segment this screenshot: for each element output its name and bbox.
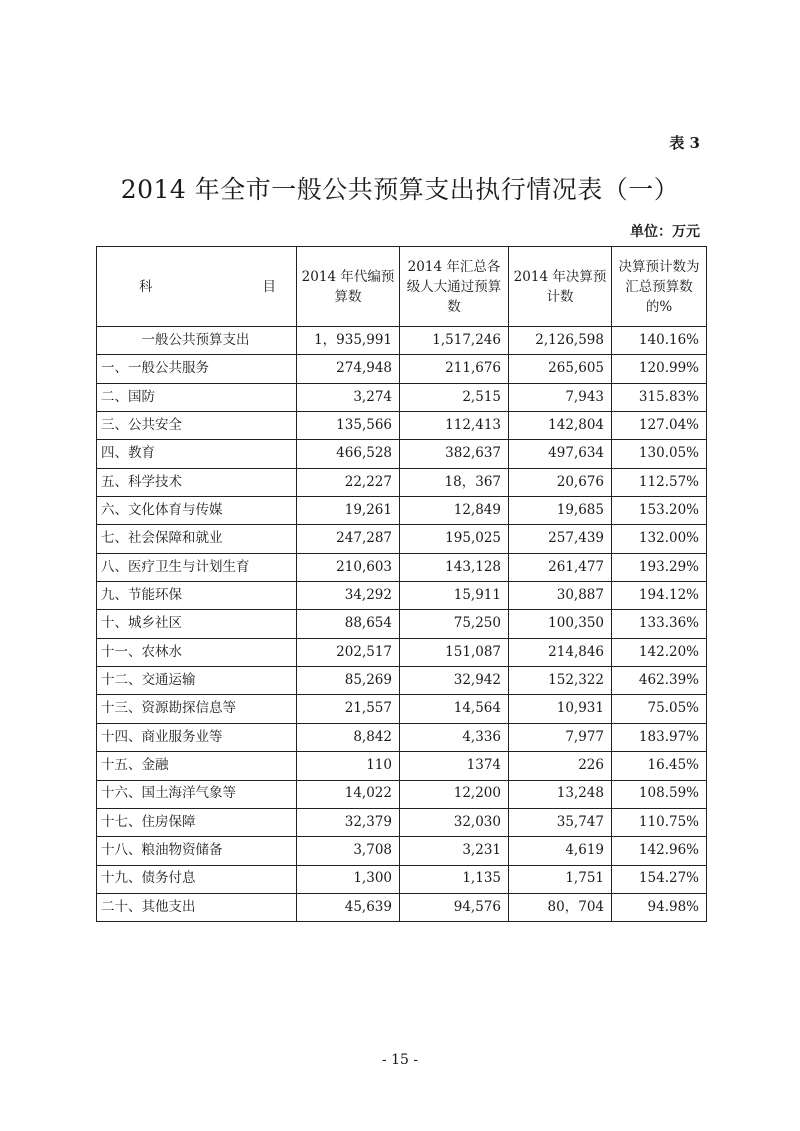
row-col3: 7,943: [509, 383, 612, 411]
table-row: [97, 865, 707, 893]
row-col2: 12,200: [400, 780, 509, 808]
row-name: 二、国防: [97, 383, 297, 411]
row-name: 十三、资源勘探信息等: [97, 695, 297, 723]
table-row: [97, 752, 707, 780]
row-col4: 142.20%: [612, 638, 707, 666]
table-row: [97, 837, 707, 865]
row-name: 十八、粮油物资储备: [97, 837, 297, 865]
total-col1: 1，935,991: [297, 327, 400, 355]
row-col1: 14,022: [297, 780, 400, 808]
header-subject: [97, 247, 297, 327]
row-col1: 19,261: [297, 497, 400, 525]
row-col1: 45,639: [297, 893, 400, 921]
row-name: 十四、商业服务业等: [97, 723, 297, 751]
row-col2: 94,576: [400, 893, 509, 921]
row-col2: 211,676: [400, 355, 509, 383]
row-col4: 153.20%: [612, 497, 707, 525]
row-col2: 4,336: [400, 723, 509, 751]
row-col4: 127.04%: [612, 412, 707, 440]
table-row: [97, 695, 707, 723]
row-name: 十六、国土海洋气象等: [97, 780, 297, 808]
header-col1: 2014 年代编预算数: [297, 247, 400, 327]
row-col3: 20,676: [509, 468, 612, 496]
page-number: - 15 -: [381, 1052, 419, 1068]
row-col1: 8,842: [297, 723, 400, 751]
table-row: [97, 355, 707, 383]
row-name: 十二、交通运输: [97, 667, 297, 695]
row-col3: 261,477: [509, 553, 612, 581]
row-col4: 142.96%: [612, 837, 707, 865]
row-col1: 1,300: [297, 865, 400, 893]
row-name: 一、一般公共服务: [97, 355, 297, 383]
document-title: 2014 年全市一般公共预算支出执行情况表（一）: [120, 175, 680, 204]
row-col1: 3,274: [297, 383, 400, 411]
row-col2: 195,025: [400, 525, 509, 553]
row-col1: 210,603: [297, 553, 400, 581]
table-row: [97, 723, 707, 751]
table-row: [97, 497, 707, 525]
row-col3: 19,685: [509, 497, 612, 525]
table-row: [97, 440, 707, 468]
row-col1: 247,287: [297, 525, 400, 553]
row-col2: 75,250: [400, 610, 509, 638]
row-col2: 2,515: [400, 383, 509, 411]
row-col3: 4,619: [509, 837, 612, 865]
table-label: 表 3: [669, 134, 700, 152]
row-col1: 85,269: [297, 667, 400, 695]
row-col4: 16.45%: [612, 752, 707, 780]
row-name: 二十、其他支出: [97, 893, 297, 921]
row-col4: 132.00%: [612, 525, 707, 553]
table-row: [97, 525, 707, 553]
row-name: 十五、金融: [97, 752, 297, 780]
row-name: 八、医疗卫生与计划生育: [97, 553, 297, 581]
row-col2: 15,911: [400, 582, 509, 610]
header-col2: 2014 年汇总各级人大通过预算数: [400, 247, 509, 327]
row-col2: 18，367: [400, 468, 509, 496]
row-col4: 194.12%: [612, 582, 707, 610]
row-col1: 466,528: [297, 440, 400, 468]
row-col2: 1,135: [400, 865, 509, 893]
table-row: [97, 412, 707, 440]
row-col4: 75.05%: [612, 695, 707, 723]
row-col2: 143,128: [400, 553, 509, 581]
row-col4: 462.39%: [612, 667, 707, 695]
row-col2: 382,637: [400, 440, 509, 468]
row-col3: 10,931: [509, 695, 612, 723]
row-col3: 142,804: [509, 412, 612, 440]
total-col2: 1,517,246: [400, 327, 509, 355]
row-col2: 3,231: [400, 837, 509, 865]
row-col3: 226: [509, 752, 612, 780]
row-col4: 183.97%: [612, 723, 707, 751]
table-header-row: [97, 247, 707, 327]
row-col1: 88,654: [297, 610, 400, 638]
header-subject-left: 科: [139, 278, 153, 295]
row-name: 七、社会保障和就业: [97, 525, 297, 553]
header-col3: 2014 年决算预计数: [509, 247, 612, 327]
row-col2: 151,087: [400, 638, 509, 666]
table-row: [97, 383, 707, 411]
row-col4: 120.99%: [612, 355, 707, 383]
row-col1: 21,557: [297, 695, 400, 723]
row-col4: 315.83%: [612, 383, 707, 411]
table-row: [97, 808, 707, 836]
total-row: [97, 327, 707, 355]
unit-label: 单位：万元: [630, 224, 700, 240]
row-name: 六、文化体育与传媒: [97, 497, 297, 525]
table-row: [97, 610, 707, 638]
row-col1: 202,517: [297, 638, 400, 666]
row-col2: 32,030: [400, 808, 509, 836]
row-col3: 100,350: [509, 610, 612, 638]
budget-expenditure-table: [96, 246, 707, 922]
row-col1: 32,379: [297, 808, 400, 836]
row-col3: 497,634: [509, 440, 612, 468]
row-name: 十、城乡社区: [97, 610, 297, 638]
row-col4: 110.75%: [612, 808, 707, 836]
row-col3: 35,747: [509, 808, 612, 836]
row-col4: 154.27%: [612, 865, 707, 893]
table-row: [97, 638, 707, 666]
row-col3: 80，704: [509, 893, 612, 921]
row-col4: 112.57%: [612, 468, 707, 496]
row-col3: 7,977: [509, 723, 612, 751]
row-col4: 133.36%: [612, 610, 707, 638]
row-col2: 12,849: [400, 497, 509, 525]
row-name: 十九、债务付息: [97, 865, 297, 893]
row-col1: 22,227: [297, 468, 400, 496]
row-name: 九、节能环保: [97, 582, 297, 610]
row-col3: 152,322: [509, 667, 612, 695]
total-col3: 2,126,598: [509, 327, 612, 355]
row-col4: 130.05%: [612, 440, 707, 468]
row-name: 五、科学技术: [97, 468, 297, 496]
row-col2: 14,564: [400, 695, 509, 723]
row-col3: 13,248: [509, 780, 612, 808]
row-col1: 34,292: [297, 582, 400, 610]
table-row: [97, 553, 707, 581]
header-subject-right: 目: [262, 278, 276, 295]
table-row: [97, 893, 707, 921]
row-col2: 1374: [400, 752, 509, 780]
row-col3: 214,846: [509, 638, 612, 666]
table-row: [97, 780, 707, 808]
table-row: [97, 582, 707, 610]
row-col4: 108.59%: [612, 780, 707, 808]
row-col3: 1,751: [509, 865, 612, 893]
row-col1: 135,566: [297, 412, 400, 440]
total-name: 一般公共预算支出: [97, 327, 297, 355]
row-col1: 274,948: [297, 355, 400, 383]
row-col1: 110: [297, 752, 400, 780]
row-col3: 257,439: [509, 525, 612, 553]
table-row: [97, 667, 707, 695]
row-name: 三、公共安全: [97, 412, 297, 440]
row-col3: 30,887: [509, 582, 612, 610]
row-col2: 112,413: [400, 412, 509, 440]
row-name: 四、教育: [97, 440, 297, 468]
row-col4: 193.29%: [612, 553, 707, 581]
row-col4: 94.98%: [612, 893, 707, 921]
row-col1: 3,708: [297, 837, 400, 865]
total-col4: 140.16%: [612, 327, 707, 355]
row-name: 十七、住房保障: [97, 808, 297, 836]
row-col2: 32,942: [400, 667, 509, 695]
header-col4: 决算预计数为汇总预算数的%: [612, 247, 707, 327]
row-col3: 265,605: [509, 355, 612, 383]
row-name: 十一、农林水: [97, 638, 297, 666]
table-row: [97, 468, 707, 496]
